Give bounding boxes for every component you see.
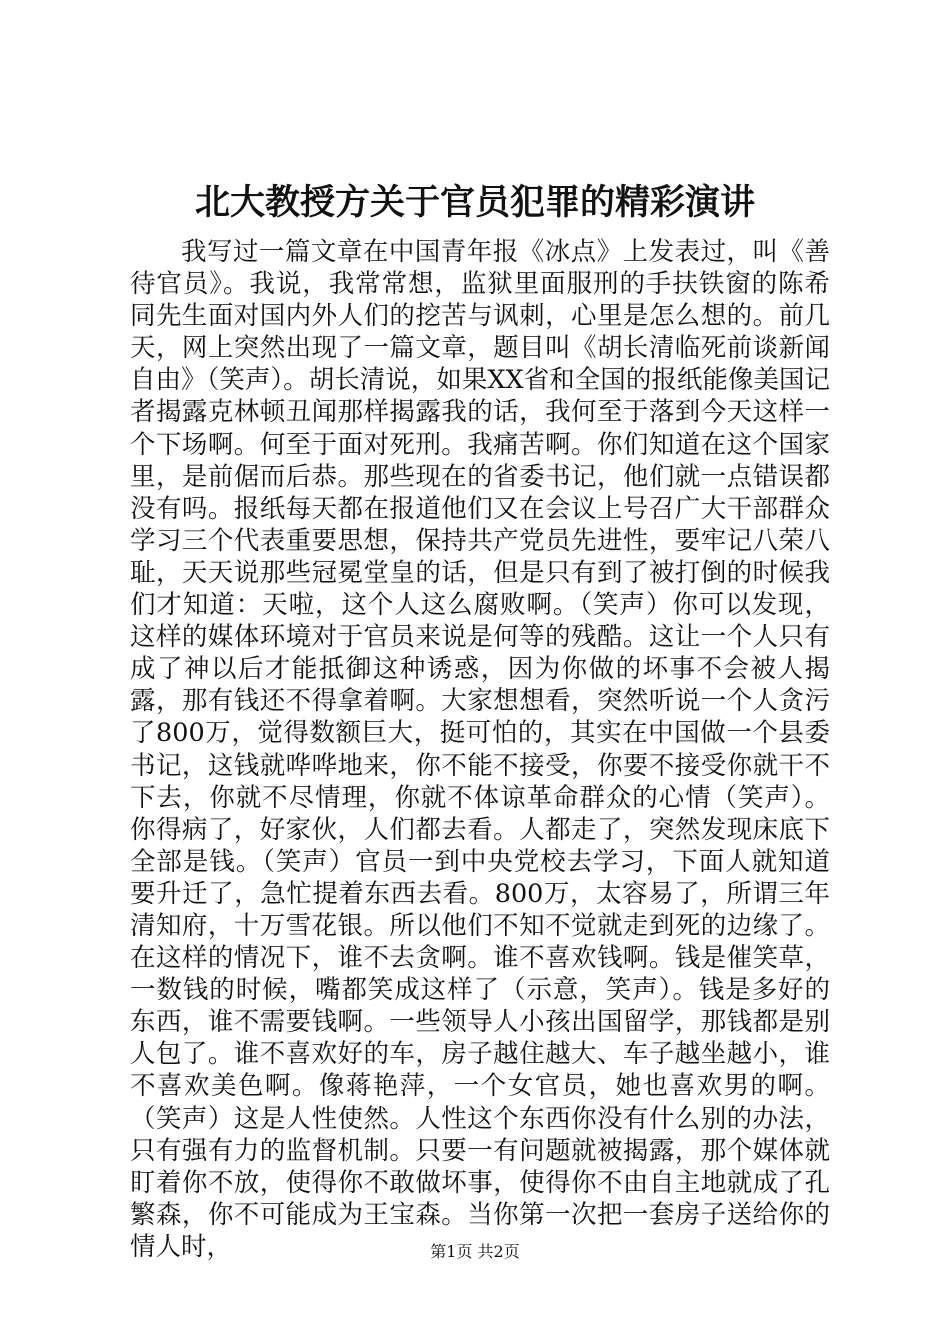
document-title: 北大教授方关于官员犯罪的精彩演讲 xyxy=(194,182,755,223)
document-body: 我写过一篇文章在中国青年报《冰点》上发表过，叫《善待官员》。我说，我常常想，监狱里面服刑的手扶铁窗的陈希同先生面对国内外人们的挖苦与讽刺，心里是怎么想的。前几天，网上突然出现了一篇文章，题目叫《胡长清临死前谈新闻自由》（笑声）。胡长清说，如果XX省和全国的报纸能像美国记者揭露克林顿丑闻那样揭露我的话，我何至于落到今天这样一个下场啊。何至于面对死刑。我痛苦啊。你们知道在这个国家里，是前倨而后恭。那些现在的省委书记，他们就一点错误都没有吗。报纸每天都在报道他们又在会议上号召广大干部群众学习三个代表重要思想，保持共产党员先进性，要牢记八荣八耻，天天说那些冠冕堂皇的话，但是只有到了被打倒的时候我们才知道：天啦，这个人这么腐败啊。（笑声）你可以发现，这样的媒体环境对于官员来说是何等的残酷。这让一个人只有成了神以后才能抵御这种诱惑，因为你做的坏事不会被人揭露，那有钱还不得拿着啊。大家想想看，突然听说一个人贪污了800万，觉得数额巨大，挺可怕的，其实在中国做一个县委书记，这钱就哗哗地来，你不能不接受，你要不接受你就干不下去，你就不尽情理，你就不体谅革命群众的心情（笑声）。你得病了，好家伙，人们都去看。人都走了，突然发现床底下全部是钱。（笑声）官员一到中央党校去学习，下面人就知道要升迁了，急忙提着东西去看。800万，太容易了，所谓三年清知府，十万雪花银。所以他们不知不觉就走到死的边缘了。在这样的情况下，谁不去贪啊。谁不喜欢钱啊。钱是催笑草，一数钱的时候，嘴都笑成这样了（示意，笑声）。钱是多好的东西，谁不需要钱啊。一些领导人小孩出国留学，那钱都是别人包了。谁不喜欢好的车，房子越住越大、车子越坐越小，谁不喜欢美色啊。像蒋艳萍，一个女官员，她也喜欢男的啊。（笑声）这是人性使然。人性这个东西你没有什么别的办法，只有强有力的监督机制。只要一有问题就被揭露，那个媒体就盯着你不放，使得你不敢做坏事，使得你不由自主地就成了孔繁森，你不可能成为王宝森。当你第一次把一套房子送给你的情人时， xyxy=(130,237,830,1262)
page-footer: 第1页 共2页 xyxy=(430,1242,520,1261)
